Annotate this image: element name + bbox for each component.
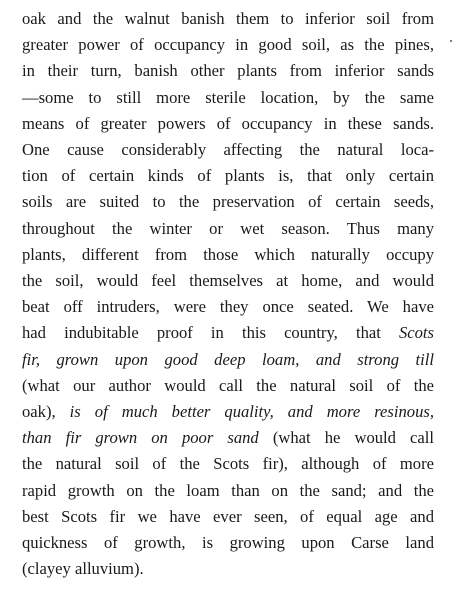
text-segment: greater power of occupancy in good soil, as the pines, [22, 35, 434, 55]
text-segment: soils are suited to the preservation of certain seeds, [22, 192, 434, 212]
text-line [22, 399, 434, 425]
text-line [22, 478, 434, 504]
text-line [22, 504, 434, 530]
text-line [22, 242, 434, 268]
text-segment: quickness of growth, is growing upon Carse land [22, 533, 434, 553]
text-line [22, 85, 434, 111]
text-segment: One cause considerably affecting the natural loca- [22, 140, 434, 160]
text-segment: the natural soil of the Scots fir), although of more [22, 454, 434, 474]
text-line [22, 189, 434, 215]
text-line [22, 556, 434, 582]
text-segment: oak and the walnut banish them to inferior soil from [22, 9, 434, 28]
text-line [22, 6, 434, 32]
text-segment: beat off intruders, were they once seated. We have [22, 297, 434, 317]
text-line [22, 137, 434, 163]
text-line [22, 216, 434, 242]
text-segment: had indubitable proof in this country, that [22, 323, 399, 343]
text-line [22, 530, 434, 556]
italic-text: Scots [398, 323, 434, 343]
text-segment: throughout the winter or wet season. Thus many [22, 218, 434, 238]
text-segment: oak), [22, 402, 70, 422]
text-segment: (what he would call [258, 428, 434, 448]
text-segment: in their turn, banish other plants from inferior sands [22, 61, 434, 81]
body-text [22, 6, 434, 582]
text-line [22, 347, 434, 373]
text-segment: best Scots fir we have ever seen, of equal age and [22, 506, 434, 526]
italic-text: is of much better quality, and more resinous, [69, 402, 434, 422]
text-segment: rapid growth on the loam than on the sand; and the [22, 480, 434, 500]
text-line [22, 32, 434, 58]
text-segment: (what our author would call the natural soil of the [22, 375, 434, 395]
text-line [22, 425, 434, 451]
text-line [22, 294, 434, 320]
text-segment: —some to still more sterile location, by the same [22, 87, 434, 107]
text-line [22, 268, 434, 294]
text-line [22, 163, 434, 189]
text-segment: tion of certain kinds of plants is, that only certain [22, 166, 434, 186]
text-line [22, 111, 434, 137]
italic-text: fir, grown upon good deep loam, and strong till [22, 349, 434, 369]
italic-text: than fir grown on poor sand [22, 428, 259, 448]
margin-mark [450, 40, 452, 42]
text-line [22, 373, 434, 399]
text-line [22, 320, 434, 346]
text-segment: the soil, would feel themselves at home, and would [22, 271, 434, 291]
text-line [22, 451, 434, 477]
text-line [22, 58, 434, 84]
text-segment: means of greater powers of occupancy in these sands. [22, 113, 434, 133]
text-segment: plants, different from those which naturally occupy [22, 244, 434, 264]
text-segment: (clayey alluvium). [22, 559, 144, 579]
